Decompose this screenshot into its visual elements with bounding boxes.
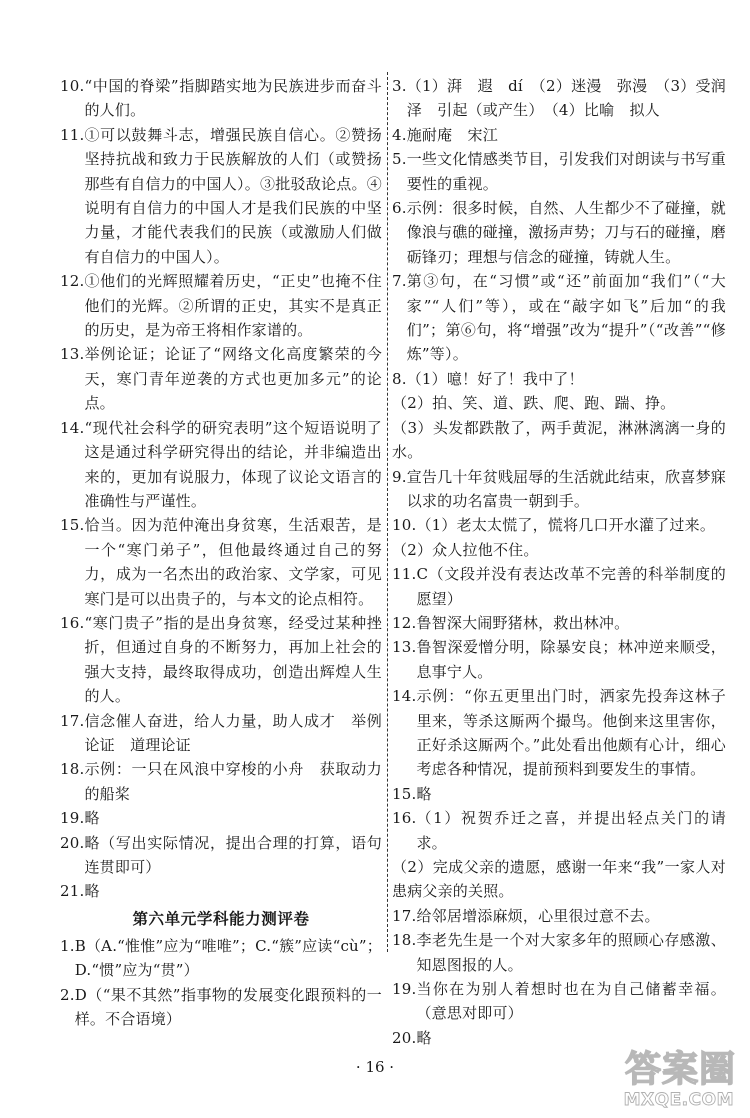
answer-item: [392, 147, 726, 196]
answer-text: （1）湃 遐 dí （2）迷漫 弥漫 （3）受润泽 引起（或产生） （4）比喻 拟人: [406, 77, 726, 120]
answer-text: 第③句，在“习惯”或“还”前面加“我们”（“大家”“人们”等），或在“敲字如飞”后加“的我们”；第⑥句，将“增强”改为“提升”（“改善”“修炼”等）。: [406, 272, 726, 364]
answer-item: [392, 562, 726, 611]
answer-text: 略: [84, 882, 100, 901]
answer-item: [392, 196, 726, 269]
answer-item: [392, 538, 726, 562]
answer-item: [392, 367, 726, 391]
left-answer-list: [60, 74, 382, 904]
answer-item: [60, 74, 382, 123]
answer-text: 略: [416, 784, 432, 803]
answer-item: [60, 757, 382, 806]
answer-item: [392, 782, 726, 806]
answer-text: 施耐庵 宋江: [406, 125, 498, 144]
answer-item: [392, 513, 726, 537]
answer-text: “中国的脊梁”指脚踏实地为民族进步而奋斗的人们。: [84, 77, 382, 120]
answer-number: 13.: [60, 345, 85, 364]
answer-number: 13.: [392, 638, 417, 657]
answer-item: [392, 611, 726, 635]
answer-number: 16.: [60, 613, 85, 632]
column-divider: [387, 72, 388, 952]
answer-item: [392, 123, 726, 147]
answer-text: 给邻居增添麻烦，心里很过意不去。: [416, 906, 660, 925]
answer-text: （1）老太太慌了，慌将几口开水灌了过来。: [416, 516, 716, 535]
answer-text: 李老先生是一个对大家多年的照顾心存感激、知恩图报的人。: [416, 931, 726, 974]
answer-text: （3）头发都跌散了，两手黄泥，淋淋漓漓一身的水。: [392, 418, 726, 462]
answer-text: C（文段并没有表达改革不完善的科举制度的愿望）: [416, 565, 726, 608]
answer-number: 14.: [60, 418, 85, 437]
answer-number: 10.: [60, 77, 85, 95]
answer-number: 14.: [392, 687, 417, 706]
answer-item: [392, 635, 726, 684]
answer-item: [392, 416, 726, 465]
answer-item: [60, 416, 382, 514]
answer-item: [392, 74, 726, 123]
answer-text: 当你在为别人着想时也在为自己储蓄幸福。（意思对即可）: [416, 980, 726, 1023]
answer-item: [60, 123, 382, 269]
answer-text: 鲁智深爱憎分明，除暴安良；林冲逆来顺受，息事宁人。: [416, 638, 726, 681]
answer-item: [392, 977, 726, 1026]
answer-number: 17.: [60, 711, 85, 730]
answer-item: [60, 831, 382, 880]
answer-number: 2.: [60, 985, 75, 1004]
answer-text: D（“果不其然”指事物的发展变化跟预料的一样。不合语境）: [74, 985, 382, 1029]
answer-item: [60, 513, 382, 611]
answer-text: 宣告几十年贫贱屈辱的生活就此结束，欣喜梦寐以求的功名富贵一朝到手。: [406, 467, 726, 510]
answer-text: （2）完成父亲的遗愿，感谢一年来“我”一家人对患病父亲的关照。: [392, 858, 726, 901]
answer-number: 9.: [392, 467, 407, 486]
answer-number: 3.: [392, 77, 407, 95]
watermark-url: MXQE.COM: [623, 1090, 734, 1110]
answer-number: 18.: [60, 760, 85, 779]
answer-item: [60, 983, 382, 1032]
answer-number: 16.: [392, 809, 417, 828]
answer-item: [392, 806, 726, 855]
right-column: [392, 74, 726, 1050]
answer-text: 信念催人奋进，给人力量，助人成才 举例论证 道理论证: [84, 711, 382, 754]
answer-text: ①可以鼓舞斗志，增强民族自信心。②赞扬坚持抗战和致力于民族解放的人们（或赞扬那些有自信力的中国人）。③批驳敌论点。④说明有自信力的中国人才是我们民族的中坚力量，才能代表我们的民族（或激励人们做有自信力的中国人）。: [84, 125, 382, 266]
answer-number: 8.: [392, 369, 407, 388]
answer-number: 12.: [392, 613, 417, 632]
left-column: [60, 74, 382, 1031]
answer-item: [392, 391, 726, 415]
answer-item: [392, 684, 726, 782]
answer-number: 1.: [60, 936, 75, 955]
answer-number: 11.: [60, 125, 85, 144]
answer-number: 20.: [392, 1028, 417, 1047]
page-number: · 16 ·: [355, 1058, 395, 1076]
answer-number: 6.: [392, 199, 407, 218]
answer-text: 示例：一只在风浪中穿梭的小舟 获取动力的船桨: [84, 760, 382, 803]
answer-text: 恰当。因为范仲淹出身贫寒，生活艰苦，是一个“寒门弟子”，但他最终通过自己的努力，成为一名杰出的政治家、文学家，可见寒门是可以出贵子的，与本文的论点相符。: [84, 516, 382, 608]
answer-number: 19.: [392, 980, 417, 999]
answer-number: 15.: [392, 784, 417, 803]
answer-number: 20.: [60, 833, 85, 852]
answer-item: [392, 465, 726, 514]
answer-text: （1）祝贺乔迁之喜，并提出轻点关门的请求。: [416, 809, 726, 852]
answer-number: 10.: [392, 516, 417, 535]
answer-text: 鲁智深大闹野猪林，救出林冲。: [416, 613, 630, 632]
answer-item: [392, 928, 726, 977]
answer-text: 略: [416, 1028, 432, 1047]
answer-number: 5.: [392, 150, 407, 169]
answer-item: [392, 1026, 726, 1050]
answer-text: （1）噫！好了！我中了！: [406, 369, 584, 388]
answer-item: [392, 855, 726, 904]
answer-text: 举例论证；论证了“网络文化高度繁荣的今天，寒门青年逆袭的方式也更加多元”的论点。: [84, 345, 382, 413]
answer-item: [60, 269, 382, 342]
answer-number: 4.: [392, 125, 407, 144]
answer-text: 略: [84, 809, 100, 828]
answer-item: [60, 806, 382, 830]
answer-text: ①他们的光辉照耀着历史，“正史”也掩不住他们的光辉。②所谓的正史，其实不是真正的历史，是为帝王将相作家谱的。: [84, 272, 382, 340]
answer-text: （2）拍、笑、道、跌、爬、跑、踹、挣。: [392, 394, 676, 413]
answer-text: 略（写出实际情况，提出合理的打算，语句连贯即可）: [84, 833, 382, 876]
answer-text: （2）众人拉他不住。: [392, 540, 539, 559]
answer-text: “寒门贵子”指的是出身贫寒，经受过某种挫折，但通过自身的不断努力，再加上社会的强大支持，最终取得成功，创造出辉煌人生的人。: [84, 613, 382, 706]
answer-item: [60, 934, 382, 983]
answer-item: [60, 611, 382, 709]
answer-item: [60, 879, 382, 903]
right-answer-list: [392, 74, 726, 1050]
answer-number: 21.: [60, 882, 85, 901]
answer-number: 7.: [392, 272, 407, 291]
answer-number: 15.: [60, 516, 85, 535]
section-title: 第六单元学科能力测评卷: [132, 908, 310, 928]
answer-number: 12.: [60, 272, 85, 291]
answer-text: 示例：“你五更里出门时，洒家先投奔这林子里来，等杀这厮两个撮鸟。他倒来这里害你，正好杀这厮两个。”此处看出他颇有心计，细心考虑各种情况，提前预料到要发生的事情。: [416, 687, 726, 779]
watermark-title: 答案圈: [624, 1049, 736, 1090]
answer-text: B（A.“惟惟”应为“唯唯”；C.“簇”应读“cù”；D.“惯”应为“贯”）: [74, 936, 382, 980]
answer-item: [392, 904, 726, 928]
answer-item: [392, 269, 726, 367]
answer-item: [60, 342, 382, 415]
answer-number: 19.: [60, 809, 85, 828]
answer-item: [60, 709, 382, 758]
watermark-logo: [596, 1050, 736, 1110]
left-answer-list-2: [60, 934, 382, 1032]
answer-number: 11.: [392, 565, 417, 584]
answer-text: 一些文化情感类节目，引发我们对朗读与书写重要性的重视。: [406, 150, 726, 193]
answer-text: 示例：很多时候，自然、人生都少不了碰撞，就像浪与礁的碰撞，激扬声势；刀与石的碰撞，磨砺锋刃；理想与信念的碰撞，铸就人生。: [406, 199, 726, 266]
answer-number: 18.: [392, 931, 417, 950]
answer-number: 17.: [392, 906, 417, 925]
answer-text: “现代社会科学的研究表明”这个短语说明了这是通过科学研究得出的结论，并非编造出来的，更加有说服力，体现了议论文语言的准确性与严谨性。: [84, 418, 382, 510]
